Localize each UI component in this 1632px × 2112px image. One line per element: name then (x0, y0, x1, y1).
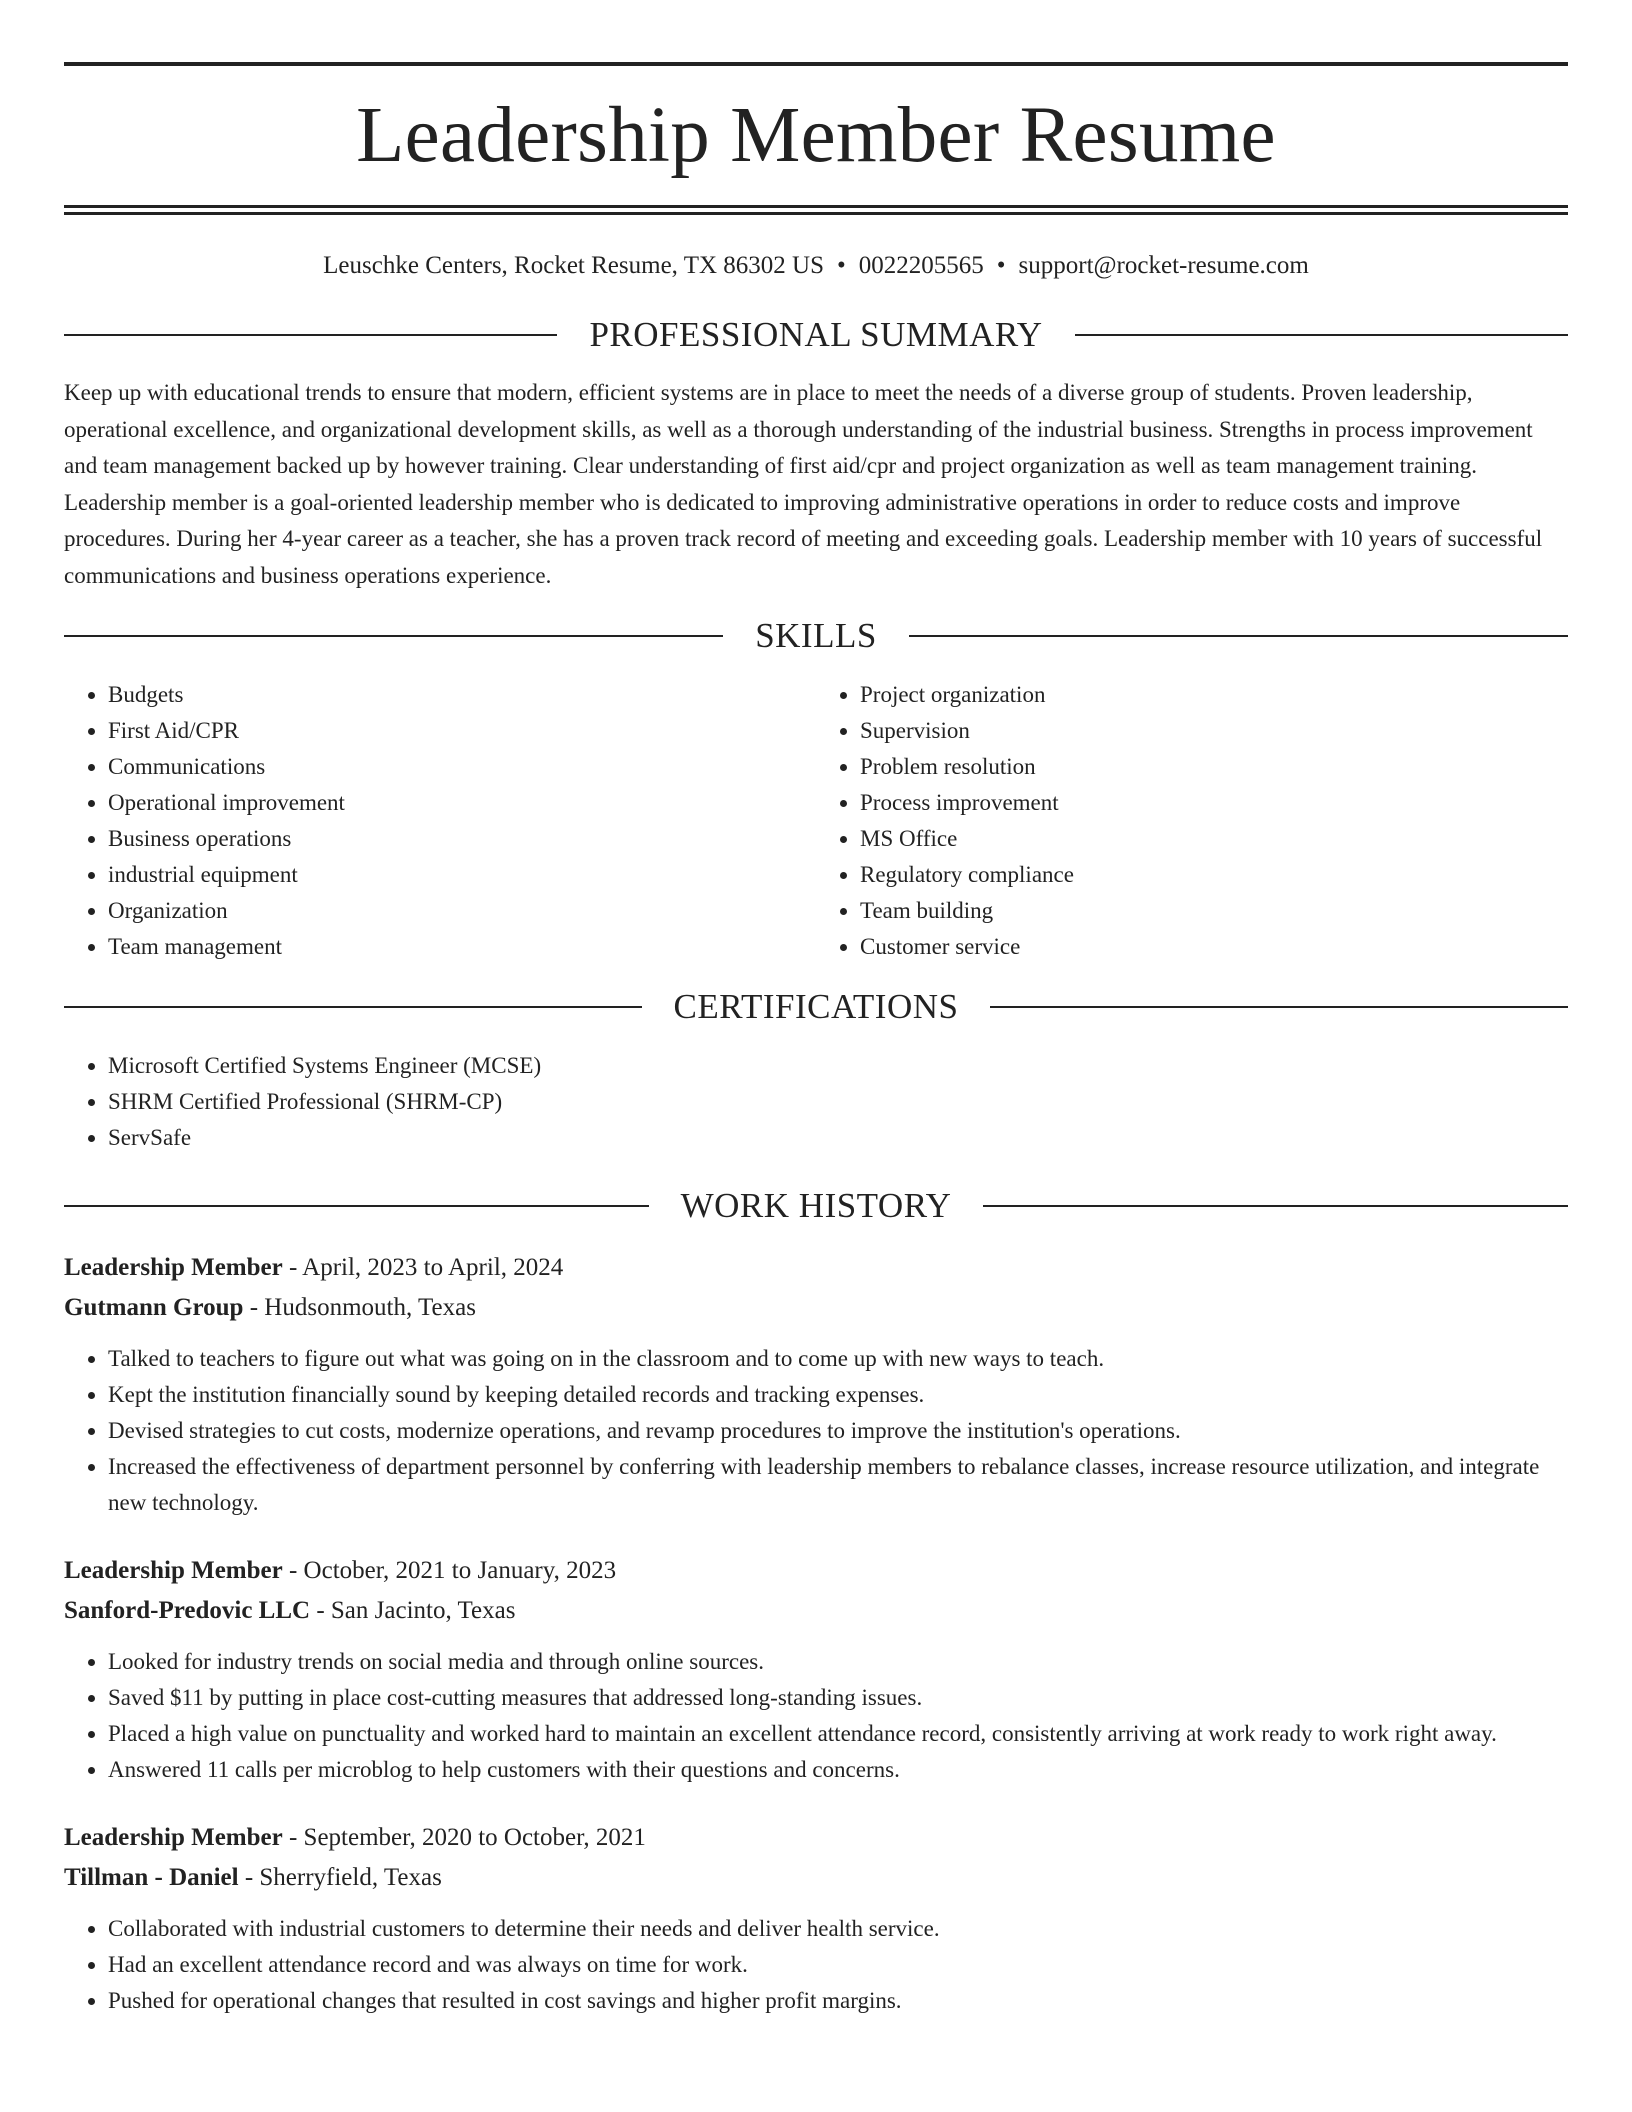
job-location: - Hudsonmouth, Texas (243, 1294, 476, 1321)
job-location: - San Jacinto, Texas (310, 1597, 516, 1624)
job-bullet: • Placed a high value on punctuality and worked hard to maintain an excellent attendance record, consistently arriving at work ready to work right away. (108, 1716, 1568, 1752)
section-divider-line (909, 635, 1568, 637)
job-dates: - April, 2023 to April, 2024 (282, 1254, 564, 1281)
job-bullets (64, 1911, 1568, 2019)
job-bullet: • Collaborated with industrial customers to determine their needs and deliver health service. (108, 1911, 1568, 1947)
job-bullet: • Looked for industry trends on social media and through online sources. (108, 1644, 1568, 1680)
top-rule (64, 62, 1568, 66)
section-divider-line (990, 1006, 1568, 1008)
skill-item: • industrial equipment (108, 857, 816, 893)
contact-separator: • (996, 252, 1006, 279)
job-bullet: • Devised strategies to cut costs, modernize operations, and revamp procedures to improve the institution's operations. (108, 1413, 1568, 1449)
skill-item: • Regulatory compliance (860, 857, 1568, 893)
skill-item: • Organization (108, 893, 816, 929)
section-divider-line (1075, 334, 1568, 336)
job-title-line (64, 1248, 1568, 1288)
skill-item: • Process improvement (860, 785, 1568, 821)
skill-item: • Customer service (860, 929, 1568, 965)
job-company-line (64, 1858, 1568, 1898)
certification-item: • Microsoft Certified Systems Engineer (MCSE) (108, 1048, 1568, 1084)
job-company: Tillman - Daniel (64, 1864, 239, 1891)
job-bullets (64, 1644, 1568, 1788)
skills-section-header (64, 618, 1568, 653)
job-bullet: • Saved $11 by putting in place cost-cutting measures that addressed long-standing issues. (108, 1680, 1568, 1716)
job-company: Gutmann Group (64, 1294, 244, 1321)
job-title-line (64, 1551, 1568, 1591)
certification-item: • SHRM Certified Professional (SHRM-CP) (108, 1084, 1568, 1120)
contact-email: support@rocket-resume.com (1018, 252, 1309, 279)
certifications-heading: CERTIFICATIONS (673, 987, 959, 1026)
job-company-line (64, 1591, 1568, 1631)
section-divider-line (64, 1205, 649, 1207)
skill-item: • MS Office (860, 821, 1568, 857)
contact-phone: 0022205565 (858, 252, 984, 279)
summary-heading: PROFESSIONAL SUMMARY (589, 315, 1043, 354)
job-location: - Sherryfield, Texas (238, 1864, 442, 1891)
certification-item: • ServSafe (108, 1120, 1568, 1156)
contact-address: Leuschke Centers, Rocket Resume, TX 86302 US (323, 252, 824, 279)
job-bullets (64, 1341, 1568, 1521)
job-bullet: • Talked to teachers to figure out what was going on in the classroom and to come up with new ways to teach. (108, 1341, 1568, 1377)
certifications-list (64, 1048, 1568, 1156)
page-title: Leadership Member Resume (356, 92, 1276, 179)
job-title: Leadership Member (64, 1557, 283, 1584)
skill-item: • Budgets (108, 677, 816, 713)
job-bullet: • Increased the effectiveness of department personnel by conferring with leadership members to rebalance classes, increase resource utilization, and integrate new technology. (108, 1449, 1568, 1521)
summary-text: Keep up with educational trends to ensure that modern, efficient systems are in place to meet the needs of a diverse group of students. Proven leadership, operational excellence, and organizational development skills, as well as a thorough understanding of the industrial business. Strengths in process improvement and team management backed up by however training. Clear understanding of first aid/cpr and project organization as well as team management training. Leadership member is a goal-oriented leadership member who is dedicated to improving administrative operations in order to reduce costs and improve procedures. During her 4-year career as a teacher, she has a proven track record of meeting and exceeding goals. Leadership member with 10 years of successful communications and business operations experience. (64, 380, 1543, 588)
work-heading: WORK HISTORY (680, 1186, 952, 1225)
job-entry (64, 1248, 1568, 1521)
section-divider-line (64, 1006, 642, 1008)
contact-line (64, 251, 1568, 281)
skill-item: • Team management (108, 929, 816, 965)
job-company: Sanford-Predovic LLC (64, 1597, 311, 1624)
skill-item: • First Aid/CPR (108, 713, 816, 749)
section-divider-line (983, 1205, 1568, 1207)
skills-heading: SKILLS (755, 616, 877, 655)
job-bullet: • Had an excellent attendance record and was always on time for work. (108, 1947, 1568, 1983)
job-title: Leadership Member (64, 1824, 283, 1851)
skill-item: • Problem resolution (860, 749, 1568, 785)
summary-section-header (64, 317, 1568, 352)
skill-item: • Business operations (108, 821, 816, 857)
skills-list-right (816, 677, 1568, 965)
job-entry (64, 1551, 1568, 1788)
job-company-line (64, 1288, 1568, 1328)
job-title-line (64, 1818, 1568, 1858)
skill-item: • Project organization (860, 677, 1568, 713)
skill-item: • Team building (860, 893, 1568, 929)
skills-list-left (64, 677, 816, 965)
job-bullet: • Answered 11 calls per microblog to help customers with their questions and concerns. (108, 1752, 1568, 1788)
section-divider-line (64, 635, 723, 637)
job-dates: - October, 2021 to January, 2023 (282, 1557, 617, 1584)
job-title: Leadership Member (64, 1254, 283, 1281)
title-double-rule (64, 205, 1568, 215)
job-entry (64, 1818, 1568, 2019)
skills-grid (64, 677, 1568, 965)
certifications-section-header (64, 989, 1568, 1024)
contact-separator: • (837, 252, 846, 279)
skill-item: • Communications (108, 749, 816, 785)
section-divider-line (64, 334, 557, 336)
skill-item: • Operational improvement (108, 785, 816, 821)
job-dates: - September, 2020 to October, 2021 (282, 1824, 646, 1851)
work-section-header (64, 1188, 1568, 1223)
work-history-list (64, 1248, 1568, 2019)
job-bullet: • Pushed for operational changes that resulted in cost savings and higher profit margins. (108, 1983, 1568, 2019)
job-bullet: • Kept the institution financially sound by keeping detailed records and tracking expenses. (108, 1377, 1568, 1413)
skill-item: • Supervision (860, 713, 1568, 749)
